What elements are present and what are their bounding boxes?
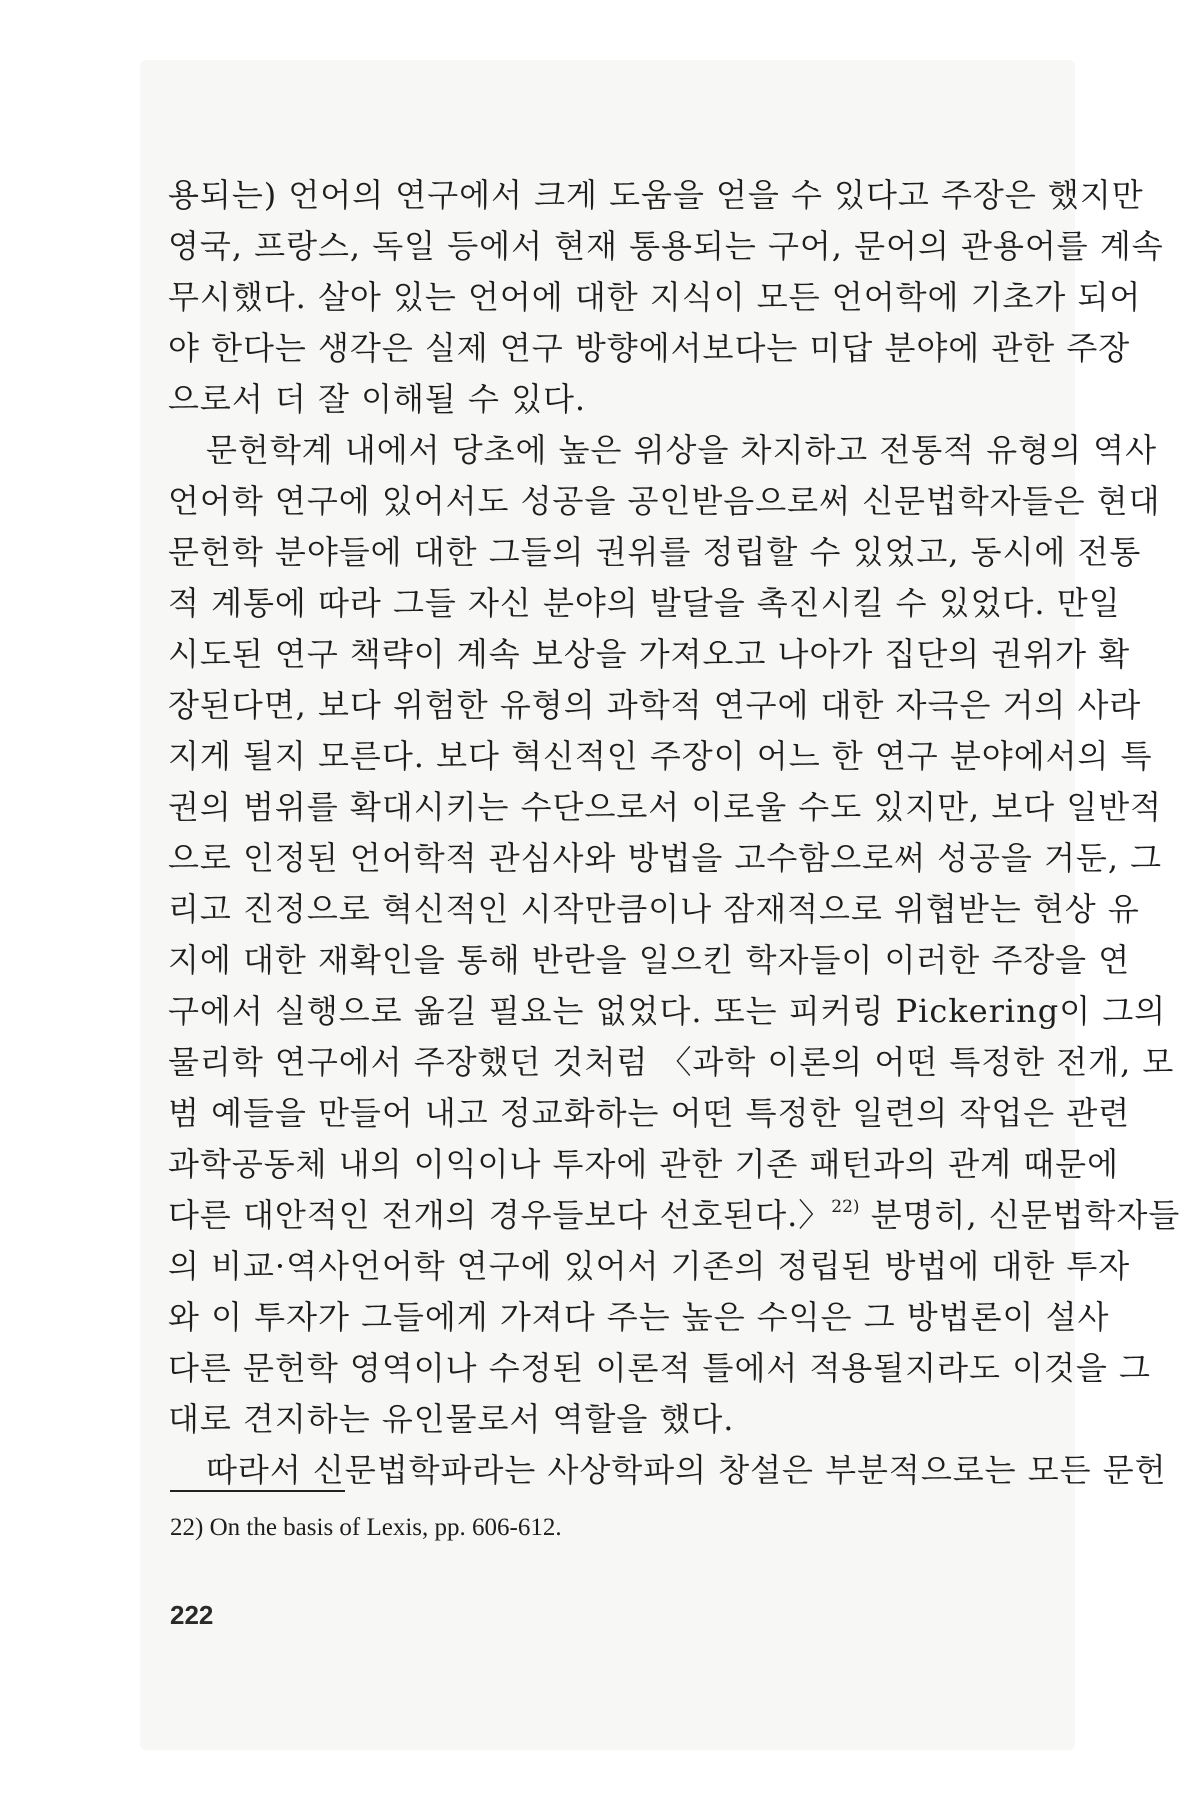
text-line-with-footnote-ref bbox=[168, 1190, 1181, 1241]
text-line: 장된다면, 보다 위험한 유형의 과학적 연구에 대한 자극은 거의 사라 bbox=[168, 686, 1142, 724]
text-line: 과학공동체 내의 이익이나 투자에 관한 기존 패턴과의 관계 때문에 bbox=[168, 1145, 1120, 1183]
text-line: 용되는) 언어의 연구에서 크게 도움을 얻을 수 있다고 주장은 했지만 bbox=[168, 176, 1144, 214]
text-line: 지에 대한 재확인을 통해 반란을 일으킨 학자들이 이러한 주장을 연 bbox=[168, 941, 1131, 979]
text-line: 의 비교·역사언어학 연구에 있어서 기존의 정립된 방법에 대한 투자 bbox=[168, 1247, 1131, 1285]
text-line: 으로 인정된 언어학적 관심사와 방법을 고수함으로써 성공을 거둔, 그 bbox=[168, 839, 1163, 877]
text-line: 적 계통에 따라 그들 자신 분야의 발달을 촉진시킬 수 있었다. 만일 bbox=[168, 584, 1121, 622]
text-line: 문헌학 분야들에 대한 그들의 권위를 정립할 수 있었고, 동시에 전통 bbox=[168, 533, 1142, 571]
text-line: 영국, 프랑스, 독일 등에서 현재 통용되는 구어, 문어의 관용어를 계속 bbox=[168, 227, 1164, 265]
footnote-reference[interactable]: 22) bbox=[831, 1197, 860, 1217]
text-segment: 다른 대안적인 전개의 경우들보다 선호된다.〉 bbox=[168, 1196, 832, 1234]
text-line: 야 한다는 생각은 실제 연구 방향에서보다는 미답 분야에 관한 주장 bbox=[168, 329, 1131, 367]
text-line: 범 예들을 만들어 내고 정교화하는 어떤 특정한 일련의 작업은 관련 bbox=[168, 1094, 1131, 1132]
text-line: 으로서 더 잘 이해될 수 있다. bbox=[168, 380, 587, 418]
text-line: 지게 될지 모른다. 보다 혁신적인 주장이 어느 한 연구 분야에서의 특 bbox=[168, 737, 1153, 775]
text-line: 물리학 연구에서 주장했던 것처럼 〈과학 이론의 어떤 특정한 전개, 모 bbox=[168, 1043, 1175, 1081]
text-line: 무시했다. 살아 있는 언어에 대한 지식이 모든 언어학에 기초가 되어 bbox=[168, 278, 1142, 316]
body-text bbox=[168, 170, 1181, 1496]
text-line: 와 이 투자가 그들에게 가져다 주는 높은 수익은 그 방법론이 설사 bbox=[168, 1298, 1110, 1336]
text-line: 따라서 신문법학파라는 사상학파의 창설은 부분적으로는 모든 문헌 bbox=[206, 1451, 1167, 1489]
page-number: 222 bbox=[170, 1600, 214, 1630]
text-line: 대로 견지하는 유인물로서 역할을 했다. bbox=[168, 1400, 735, 1438]
text-line: 권의 범위를 확대시키는 수단으로서 이로울 수도 있지만, 보다 일반적 bbox=[168, 788, 1163, 826]
footnote: 22) On the basis of Lexis, pp. 606-612. bbox=[170, 1514, 562, 1541]
text-line: 다른 문헌학 영역이나 수정된 이론적 틀에서 적용될지라도 이것을 그 bbox=[168, 1349, 1151, 1387]
text-line: 언어학 연구에 있어서도 성공을 공인받음으로써 신문법학자들은 현대 bbox=[168, 482, 1161, 520]
footnote-divider bbox=[170, 1490, 345, 1492]
text-segment: 분명히, 신문법학자들 bbox=[859, 1196, 1181, 1234]
text-line: 리고 진정으로 혁신적인 시작만큼이나 잠재적으로 위협받는 현상 유 bbox=[168, 890, 1140, 928]
text-line: 문헌학계 내에서 당초에 높은 위상을 차지하고 전통적 유형의 역사 bbox=[206, 431, 1158, 469]
text-line: 시도된 연구 책략이 계속 보상을 가져오고 나아가 집단의 권위가 확 bbox=[168, 635, 1131, 673]
text-line: 구에서 실행으로 옮길 필요는 없었다. 또는 피커링 Pickering이 그의 bbox=[168, 992, 1167, 1030]
